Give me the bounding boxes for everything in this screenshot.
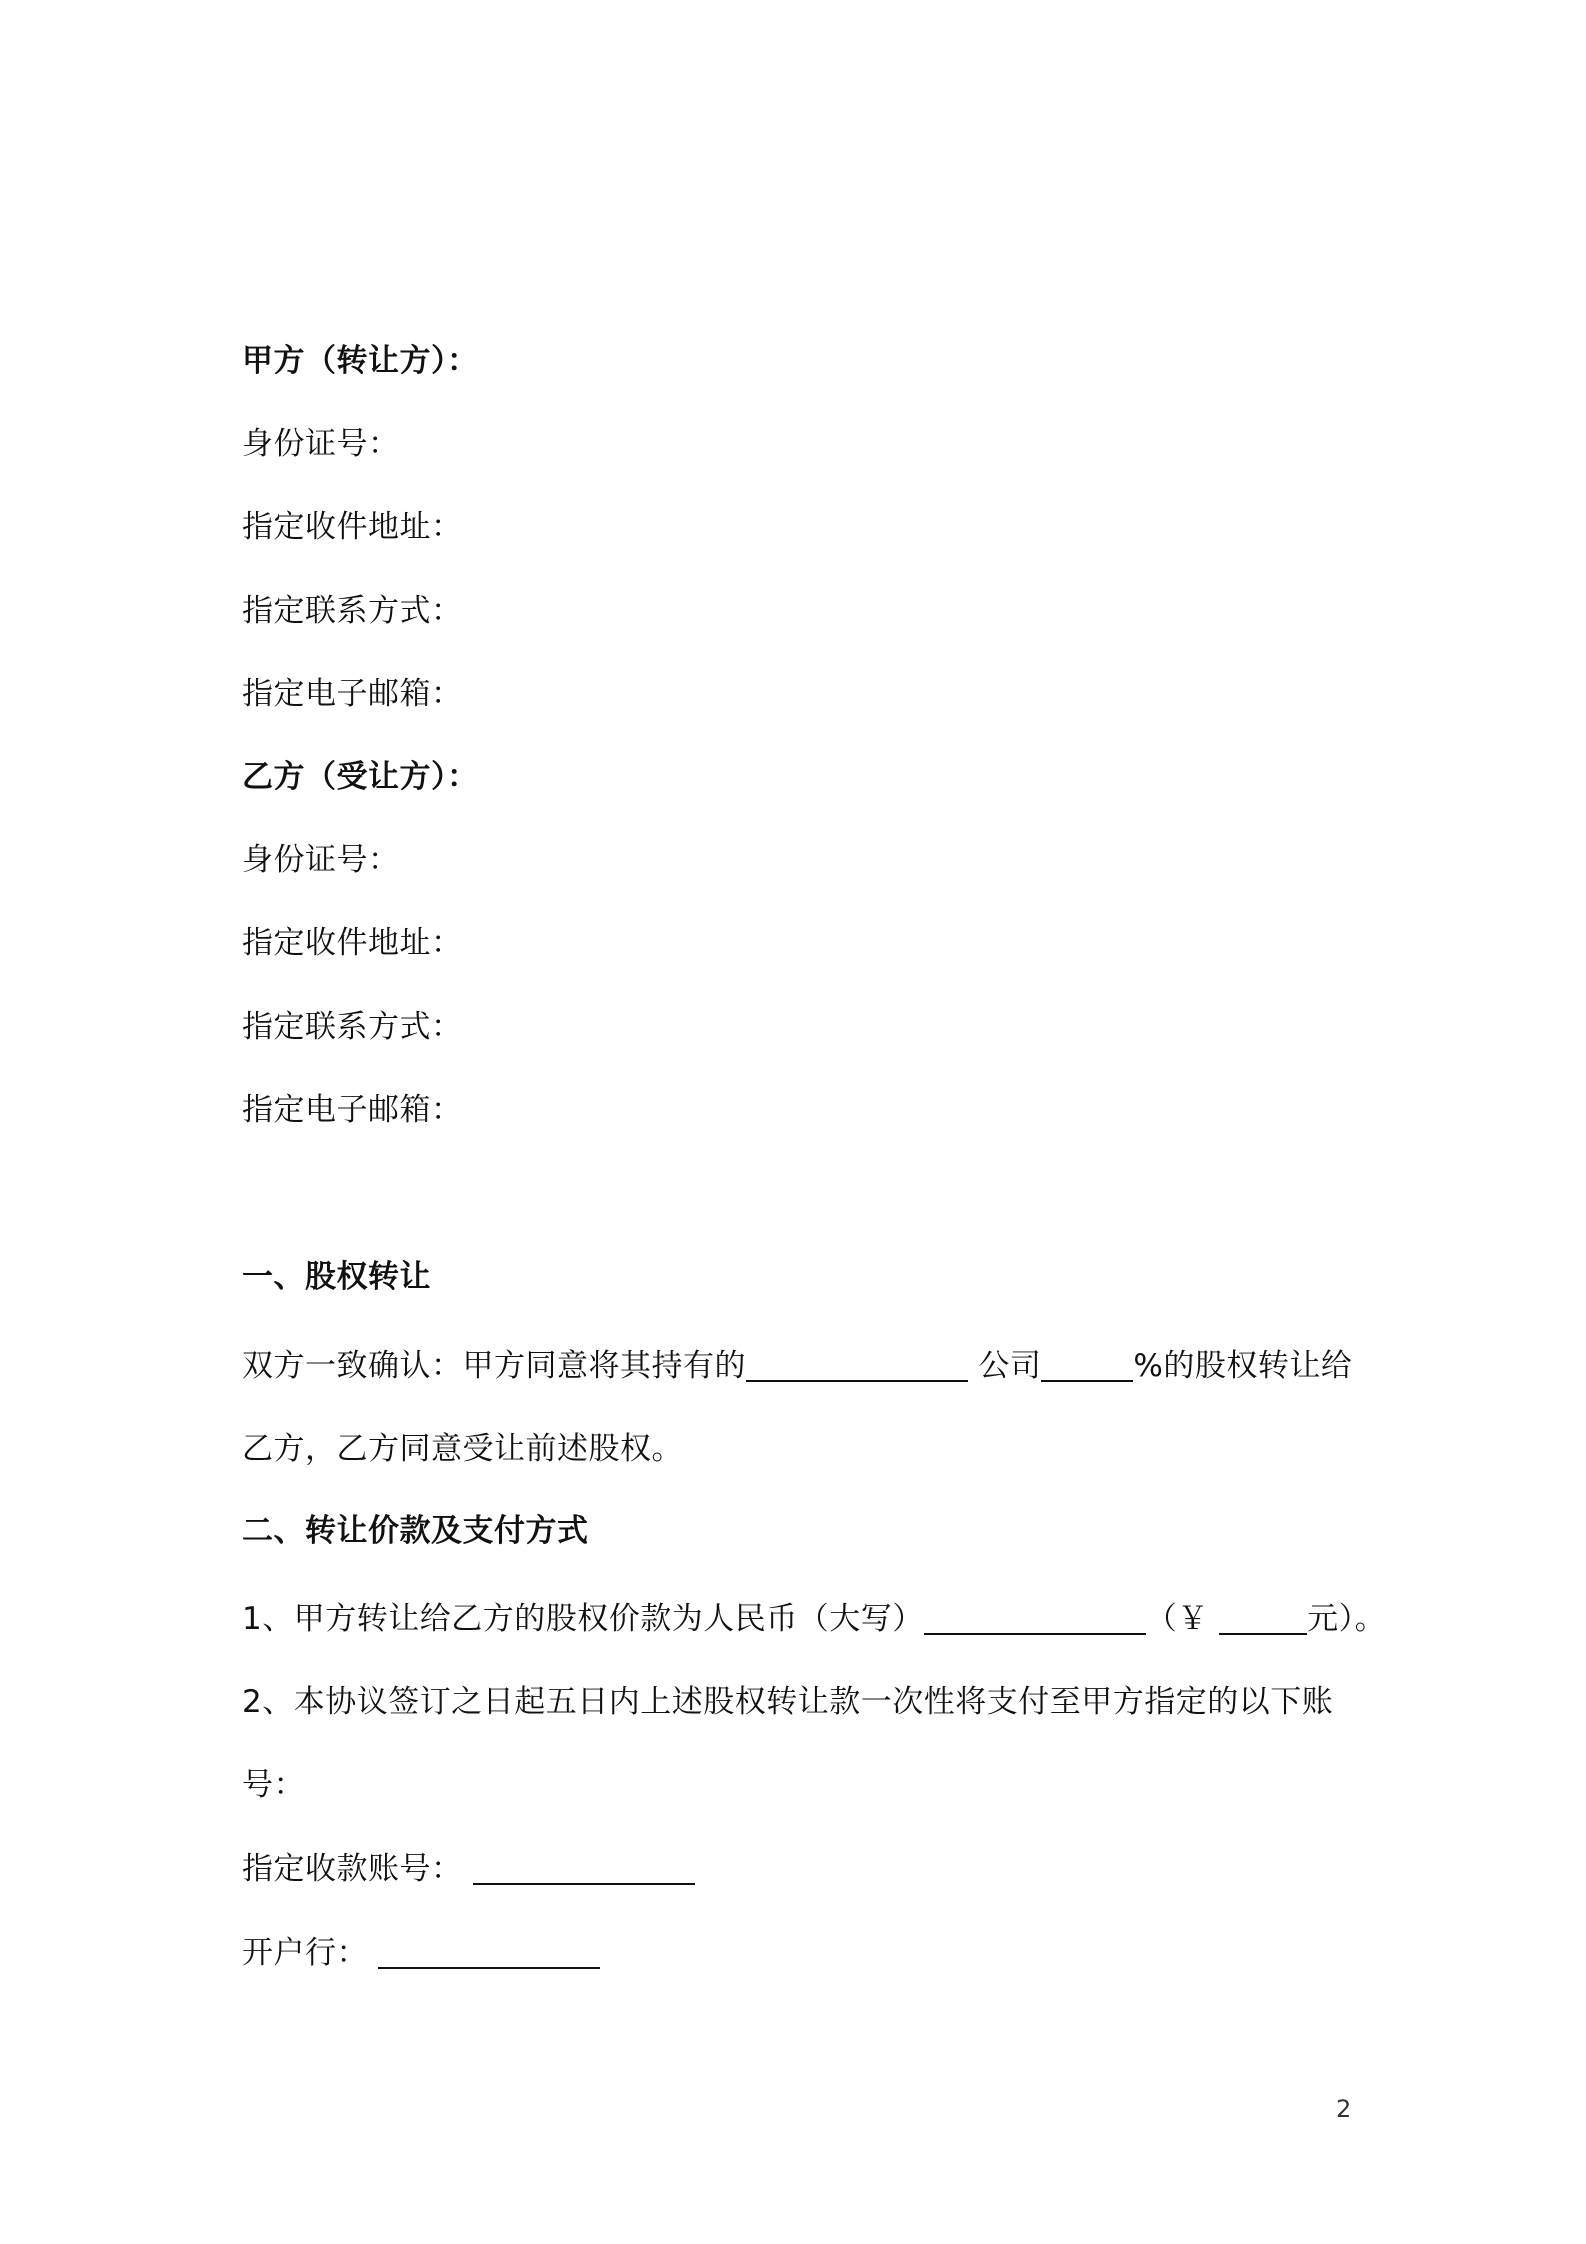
section-1-text-part-3: %的股权转让给 [1133, 1348, 1353, 1384]
section-1-paragraph-line-2: 乙方，乙方同意受让前述股权。 [242, 1431, 683, 1467]
party-b-address-label: 指定收件地址： [242, 925, 463, 961]
party-a-email-label: 指定电子邮箱： [242, 676, 463, 712]
section-2-item-1 [242, 1598, 1386, 1640]
amount-in-figures-blank [1219, 1599, 1307, 1635]
item-1-text-part-1: 1、甲方转让给乙方的股权价款为人民币（大写） [242, 1601, 924, 1637]
bank-label: 开户行： [242, 1935, 368, 1971]
section-1-heading: 一、股权转让 [242, 1259, 431, 1295]
section-1-text-part-2: 公司 [978, 1348, 1042, 1384]
party-a-address-label: 指定收件地址： [242, 509, 463, 545]
account-number-blank [473, 1849, 695, 1885]
page-number: 2 [1336, 2095, 1352, 2123]
party-b-email-label: 指定电子邮箱： [242, 1092, 463, 1128]
party-a-title: 甲方（转让方）： [242, 343, 479, 379]
party-b-contact-label: 指定联系方式： [242, 1009, 463, 1045]
party-a-contact-label: 指定联系方式： [242, 593, 463, 629]
section-2-heading: 二、转让价款及支付方式 [242, 1513, 589, 1549]
section-1-paragraph-line-1 [242, 1345, 1352, 1387]
bank-row [242, 1932, 600, 1974]
item-1-text-part-2: （￥ [1145, 1601, 1209, 1637]
account-number-label: 指定收款账号： [242, 1851, 463, 1887]
bank-blank [378, 1933, 600, 1969]
section-1-text-part-1: 双方一致确认：甲方同意将其持有的 [242, 1348, 746, 1384]
party-b-id-number-label: 身份证号： [242, 842, 400, 878]
item-1-text-part-3: 元）。 [1307, 1601, 1387, 1637]
amount-in-words-blank [924, 1599, 1146, 1635]
share-percent-blank [1041, 1346, 1133, 1382]
account-number-row [242, 1848, 695, 1890]
section-2-item-2-line-1: 2、本协议签订之日起五日内上述股权转让款一次性将支付至甲方指定的以下账 [242, 1684, 1334, 1720]
section-2-item-2-line-2: 号： [242, 1767, 305, 1803]
party-a-id-number-label: 身份证号： [242, 426, 400, 462]
company-name-blank [746, 1346, 968, 1382]
party-b-title: 乙方（受让方）： [242, 759, 479, 795]
